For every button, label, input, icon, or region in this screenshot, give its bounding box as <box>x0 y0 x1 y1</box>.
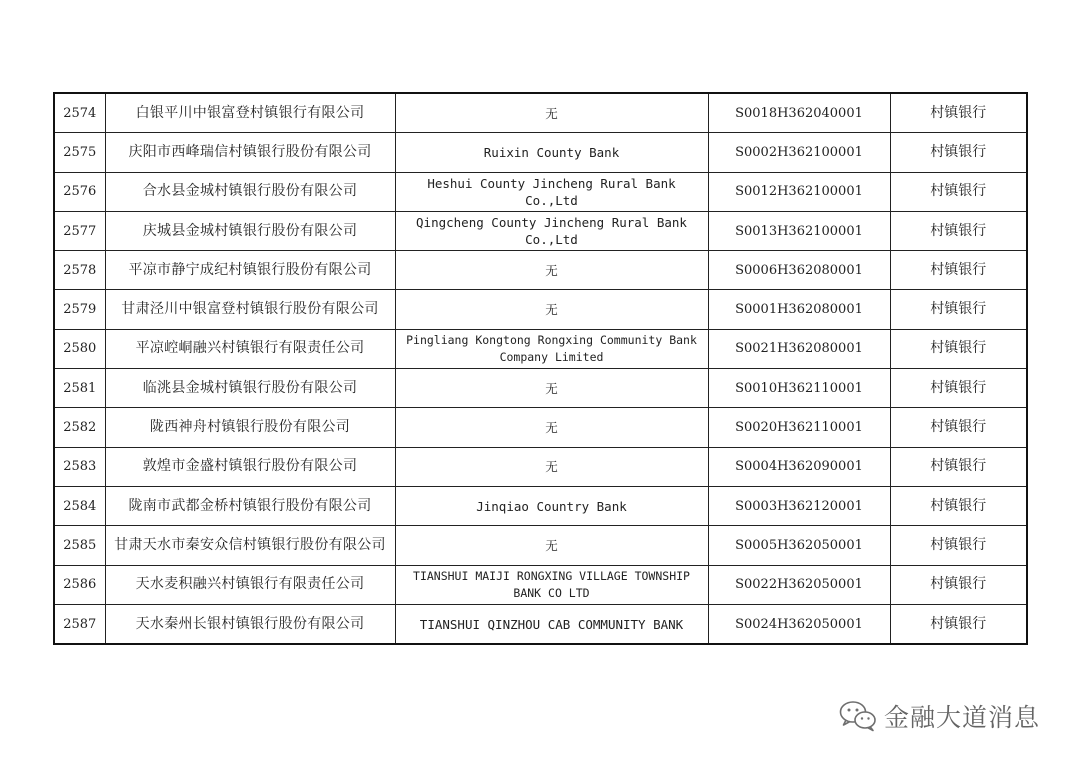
bank-name-en: 无 <box>395 93 708 133</box>
bank-name-en: 无 <box>395 447 708 486</box>
bank-name-cn: 庆阳市西峰瑞信村镇银行股份有限公司 <box>105 133 395 172</box>
row-number: 2579 <box>54 290 105 329</box>
institution-code: S0018H362040001 <box>708 93 890 133</box>
bank-name-cn: 甘肃天水市秦安众信村镇银行股份有限公司 <box>105 526 395 565</box>
bank-name-en: 无 <box>395 251 708 290</box>
table-row <box>54 486 1027 525</box>
row-number: 2577 <box>54 211 105 250</box>
institution-code: S0001H362080001 <box>708 290 890 329</box>
bank-name-cn: 甘肃泾川中银富登村镇银行股份有限公司 <box>105 290 395 329</box>
bank-name-cn: 平凉崆峒融兴村镇银行有限责任公司 <box>105 329 395 368</box>
bank-name-cn: 临洮县金城村镇银行股份有限公司 <box>105 369 395 408</box>
bank-name-en: Ruixin County Bank <box>395 133 708 172</box>
bank-type: 村镇银行 <box>890 604 1027 644</box>
bank-type: 村镇银行 <box>890 369 1027 408</box>
institution-code: S0004H362090001 <box>708 447 890 486</box>
table-row <box>54 447 1027 486</box>
institution-code: S0012H362100001 <box>708 172 890 211</box>
watermark-text: 金融大道消息 <box>884 703 1041 732</box>
institution-code: S0020H362110001 <box>708 408 890 447</box>
bank-type: 村镇银行 <box>890 93 1027 133</box>
wechat-icon <box>838 700 878 732</box>
bank-name-en: 无 <box>395 369 708 408</box>
row-number: 2583 <box>54 447 105 486</box>
bank-name-en: 无 <box>395 290 708 329</box>
table-row <box>54 211 1027 250</box>
row-number: 2576 <box>54 172 105 211</box>
bank-name-en: Qingcheng County Jincheng Rural Bank Co.,Ltd <box>395 211 708 250</box>
bank-type: 村镇银行 <box>890 172 1027 211</box>
bank-type: 村镇银行 <box>890 408 1027 447</box>
bank-list-table <box>53 92 1028 645</box>
bank-type: 村镇银行 <box>890 329 1027 368</box>
row-number: 2580 <box>54 329 105 368</box>
table-row <box>54 329 1027 368</box>
institution-code: S0022H362050001 <box>708 565 890 604</box>
bank-name-en: Pingliang Kongtong Rongxing Community Bank Company Limited <box>395 329 708 368</box>
table-row <box>54 408 1027 447</box>
bank-type: 村镇银行 <box>890 133 1027 172</box>
bank-name-cn: 陇南市武都金桥村镇银行股份有限公司 <box>105 486 395 525</box>
row-number: 2575 <box>54 133 105 172</box>
institution-code: S0010H362110001 <box>708 369 890 408</box>
row-number: 2581 <box>54 369 105 408</box>
institution-code: S0024H362050001 <box>708 604 890 644</box>
institution-code: S0021H362080001 <box>708 329 890 368</box>
table-row <box>54 251 1027 290</box>
institution-code: S0005H362050001 <box>708 526 890 565</box>
table-row <box>54 526 1027 565</box>
row-number: 2582 <box>54 408 105 447</box>
row-number: 2574 <box>54 93 105 133</box>
row-number: 2586 <box>54 565 105 604</box>
table-row <box>54 604 1027 644</box>
bank-type: 村镇银行 <box>890 251 1027 290</box>
watermark <box>838 698 1040 734</box>
bank-type: 村镇银行 <box>890 486 1027 525</box>
bank-name-en: TIANSHUI QINZHOU CAB COMMUNITY BANK <box>395 604 708 644</box>
bank-name-cn: 合水县金城村镇银行股份有限公司 <box>105 172 395 211</box>
row-number: 2578 <box>54 251 105 290</box>
table-row <box>54 172 1027 211</box>
table-row <box>54 93 1027 133</box>
bank-name-cn: 敦煌市金盛村镇银行股份有限公司 <box>105 447 395 486</box>
institution-code: S0002H362100001 <box>708 133 890 172</box>
bank-type: 村镇银行 <box>890 526 1027 565</box>
institution-code: S0013H362100001 <box>708 211 890 250</box>
bank-name-cn: 庆城县金城村镇银行股份有限公司 <box>105 211 395 250</box>
row-number: 2584 <box>54 486 105 525</box>
bank-name-cn: 天水麦积融兴村镇银行有限责任公司 <box>105 565 395 604</box>
bank-name-cn: 陇西神舟村镇银行股份有限公司 <box>105 408 395 447</box>
row-number: 2585 <box>54 526 105 565</box>
bank-name-en: 无 <box>395 408 708 447</box>
table-row <box>54 133 1027 172</box>
bank-type: 村镇银行 <box>890 290 1027 329</box>
bank-type: 村镇银行 <box>890 565 1027 604</box>
bank-name-en: TIANSHUI MAIJI RONGXING VILLAGE TOWNSHIP BANK CO LTD <box>395 565 708 604</box>
bank-name-en: Heshui County Jincheng Rural Bank Co.,Ltd <box>395 172 708 211</box>
table-row <box>54 290 1027 329</box>
bank-type: 村镇银行 <box>890 447 1027 486</box>
bank-name-en: 无 <box>395 526 708 565</box>
bank-name-en: Jinqiao Country Bank <box>395 486 708 525</box>
table-row <box>54 565 1027 604</box>
bank-name-cn: 平凉市静宁成纪村镇银行股份有限公司 <box>105 251 395 290</box>
table-body <box>54 93 1027 644</box>
bank-type: 村镇银行 <box>890 211 1027 250</box>
institution-code: S0006H362080001 <box>708 251 890 290</box>
row-number: 2587 <box>54 604 105 644</box>
bank-name-cn: 白银平川中银富登村镇银行有限公司 <box>105 93 395 133</box>
bank-name-cn: 天水秦州长银村镇银行股份有限公司 <box>105 604 395 644</box>
table-row <box>54 369 1027 408</box>
institution-code: S0003H362120001 <box>708 486 890 525</box>
